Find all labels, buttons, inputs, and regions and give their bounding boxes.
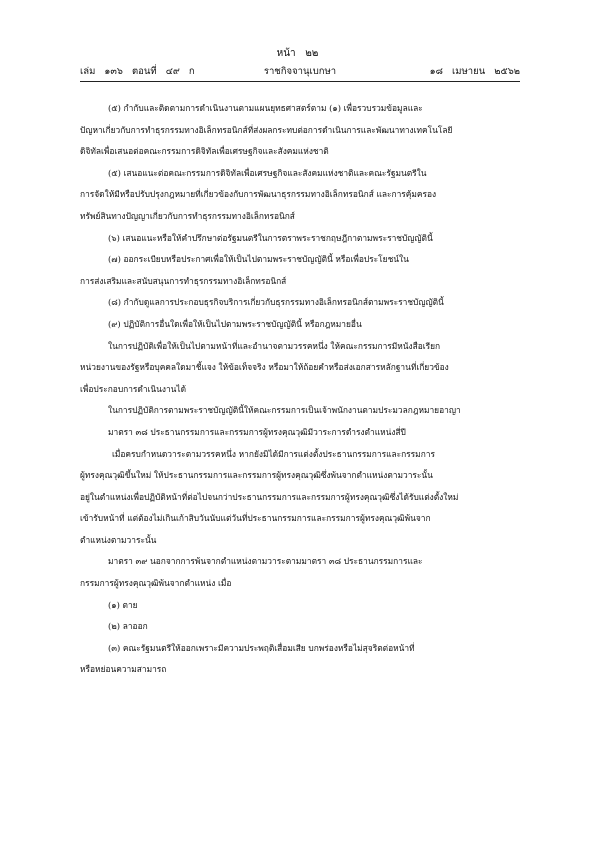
clause-8: (๘) กำกับดูแลการประกอบธุรกิจบริการเกี่ยวกับธุรกรรมทางอิเล็กทรอนิกส์ตามพระราชบัญญัตินี้ [108, 297, 444, 308]
section-39-item-3-line-2: หรือหย่อนความสามารถ [80, 664, 167, 675]
page-number: หน้า ๒๒ [276, 48, 319, 59]
section-39-line-2: กรรมการผู้ทรงคุณวุฒิพ้นจากตำแหน่ง เมื่อ [80, 578, 232, 589]
section-38-para2-line-2: ผู้ทรงคุณวุฒิขึ้นใหม่ ให้ประธานกรรมการและกรรมการผู้ทรงคุณวุฒิซึ่งพ้นจากตำแหน่งตามวาระนั้น [80, 470, 433, 481]
section-39-item-2: (๒) ลาออก [108, 621, 148, 632]
clause-5b-line-3: ทรัพย์สินทางปัญญาเกี่ยวกับการทำธุรกรรมทางอิเล็กทรอนิกส์ [80, 210, 295, 221]
section-38-line-1: มาตรา ๓๘ ประธานกรรมการและกรรมการผู้ทรงคุณวุฒิมีวาระการดำรงตำแหน่งสี่ปี [108, 426, 406, 437]
clause-5a-line-2: ปัญหาเกี่ยวกับการทำธุรกรรมทางอิเล็กทรอนิกส์ที่ส่งผลกระทบต่อการดำเนินการและพัฒนาทางเทคโนโลยี [80, 124, 453, 135]
gazette-title: ราชกิจจานุเบกษา [263, 66, 337, 77]
clause-5b-line-1: (๕) เสนอแนะต่อคณะกรรมการดิจิทัลเพื่อเศรษฐกิจและสังคมแห่งชาติและคณะรัฐมนตรีใน [108, 167, 427, 178]
header-divider [80, 81, 520, 82]
clause-7-line-2: การส่งเสริมและสนับสนุนการทำธุรกรรมทางอิเล็กทรอนิกส์ [80, 275, 287, 286]
publication-date: ๑๘ เมษายน ๒๕๖๒ [429, 66, 520, 77]
section-38-para2-line-5: ตำแหน่งตามวาระนั้น [80, 534, 157, 545]
paragraph-duties-line-3: เพื่อประกอบการดำเนินงานได้ [80, 383, 187, 394]
section-39-line-1: มาตรา ๓๙ นอกจากการพ้นจากตำแหน่งตามวาระตามมาตรา ๓๘ ประธานกรรมการและ [108, 556, 423, 567]
section-38-para2-line-1: เมื่อครบกำหนดวาระตามวรรคหนึ่ง หากยังมิได้มีการแต่งตั้งประธานกรรมการและกรรมการ [112, 448, 435, 459]
section-38-para2-line-3: อยู่ในตำแหน่งเพื่อปฏิบัติหน้าที่ต่อไปจนกว่าประธานกรรมการและกรรมการผู้ทรงคุณวุฒิซึ่งได้รับแต่งตั้งใหม่ [80, 491, 459, 502]
paragraph-officials: ในการปฏิบัติการตามพระราชบัญญัตินี้ให้คณะกรรมการเป็นเจ้าพนักงานตามประมวลกฎหมายอาญา [108, 405, 461, 416]
clause-7-line-1: (๗) ออกระเบียบหรือประกาศเพื่อให้เป็นไปตามพระราชบัญญัตินี้ หรือเพื่อประโยชน์ใน [108, 254, 409, 265]
section-38-para2-line-4: เข้ารับหน้าที่ แต่ต้องไม่เกินเก้าสิบวันนับแต่วันที่ประธานกรรมการและกรรมการผู้ทรงคุณวุฒิพ้นจาก [80, 513, 431, 524]
paragraph-duties-line-2: หน่วยงานของรัฐหรือบุคคลใดมาชี้แจง ให้ข้อเท็จจริง หรือมาให้ถ้อยคำหรือส่งเอกสารหลักฐานที่เกี่ยวข้อง [80, 362, 449, 373]
clause-5a-line-1: (๕) กำกับและติดตามการดำเนินงานตามแผนยุทธศาสตร์ตาม (๑) เพื่อรวบรวมข้อมูลและ [108, 103, 423, 113]
clause-5b-line-2: การจัดให้มีหรือปรับปรุงกฎหมายที่เกี่ยวข้องกับการพัฒนาธุรกรรมทางอิเล็กทรอนิกส์ และการคุ้มครอง [80, 189, 437, 200]
section-39-item-3-line-1: (๓) คณะรัฐมนตรีให้ออกเพราะมีความประพฤติเสื่อมเสีย บกพร่องหรือไม่สุจริตต่อหน้าที่ [108, 642, 415, 653]
clause-5a-line-3: ดิจิทัลเพื่อเสนอต่อคณะกรรมการดิจิทัลเพื่อเศรษฐกิจและสังคมแห่งชาติ [80, 146, 329, 157]
volume-issue: เล่ม ๑๓๖ ตอนที่ ๔๙ ก [80, 66, 195, 77]
paragraph-duties-line-1: ในการปฏิบัติเพื่อให้เป็นไปตามหน้าที่และอำนาจตามวรรคหนึ่ง ให้คณะกรรมการมีหนังสือเรียก [108, 340, 441, 351]
section-39-item-1: (๑) ตาย [108, 599, 138, 610]
gazette-header [80, 64, 520, 78]
clause-9: (๙) ปฏิบัติการอื่นใดเพื่อให้เป็นไปตามพระราชบัญญัตินี้ หรือกฎหมายอื่น [108, 318, 362, 329]
body-text [80, 98, 520, 681]
clause-6: (๖) เสนอแนะหรือให้คำปรึกษาต่อรัฐมนตรีในการตราพระราชกฤษฎีกาตามพระราชบัญญัตินี้ [108, 232, 433, 243]
